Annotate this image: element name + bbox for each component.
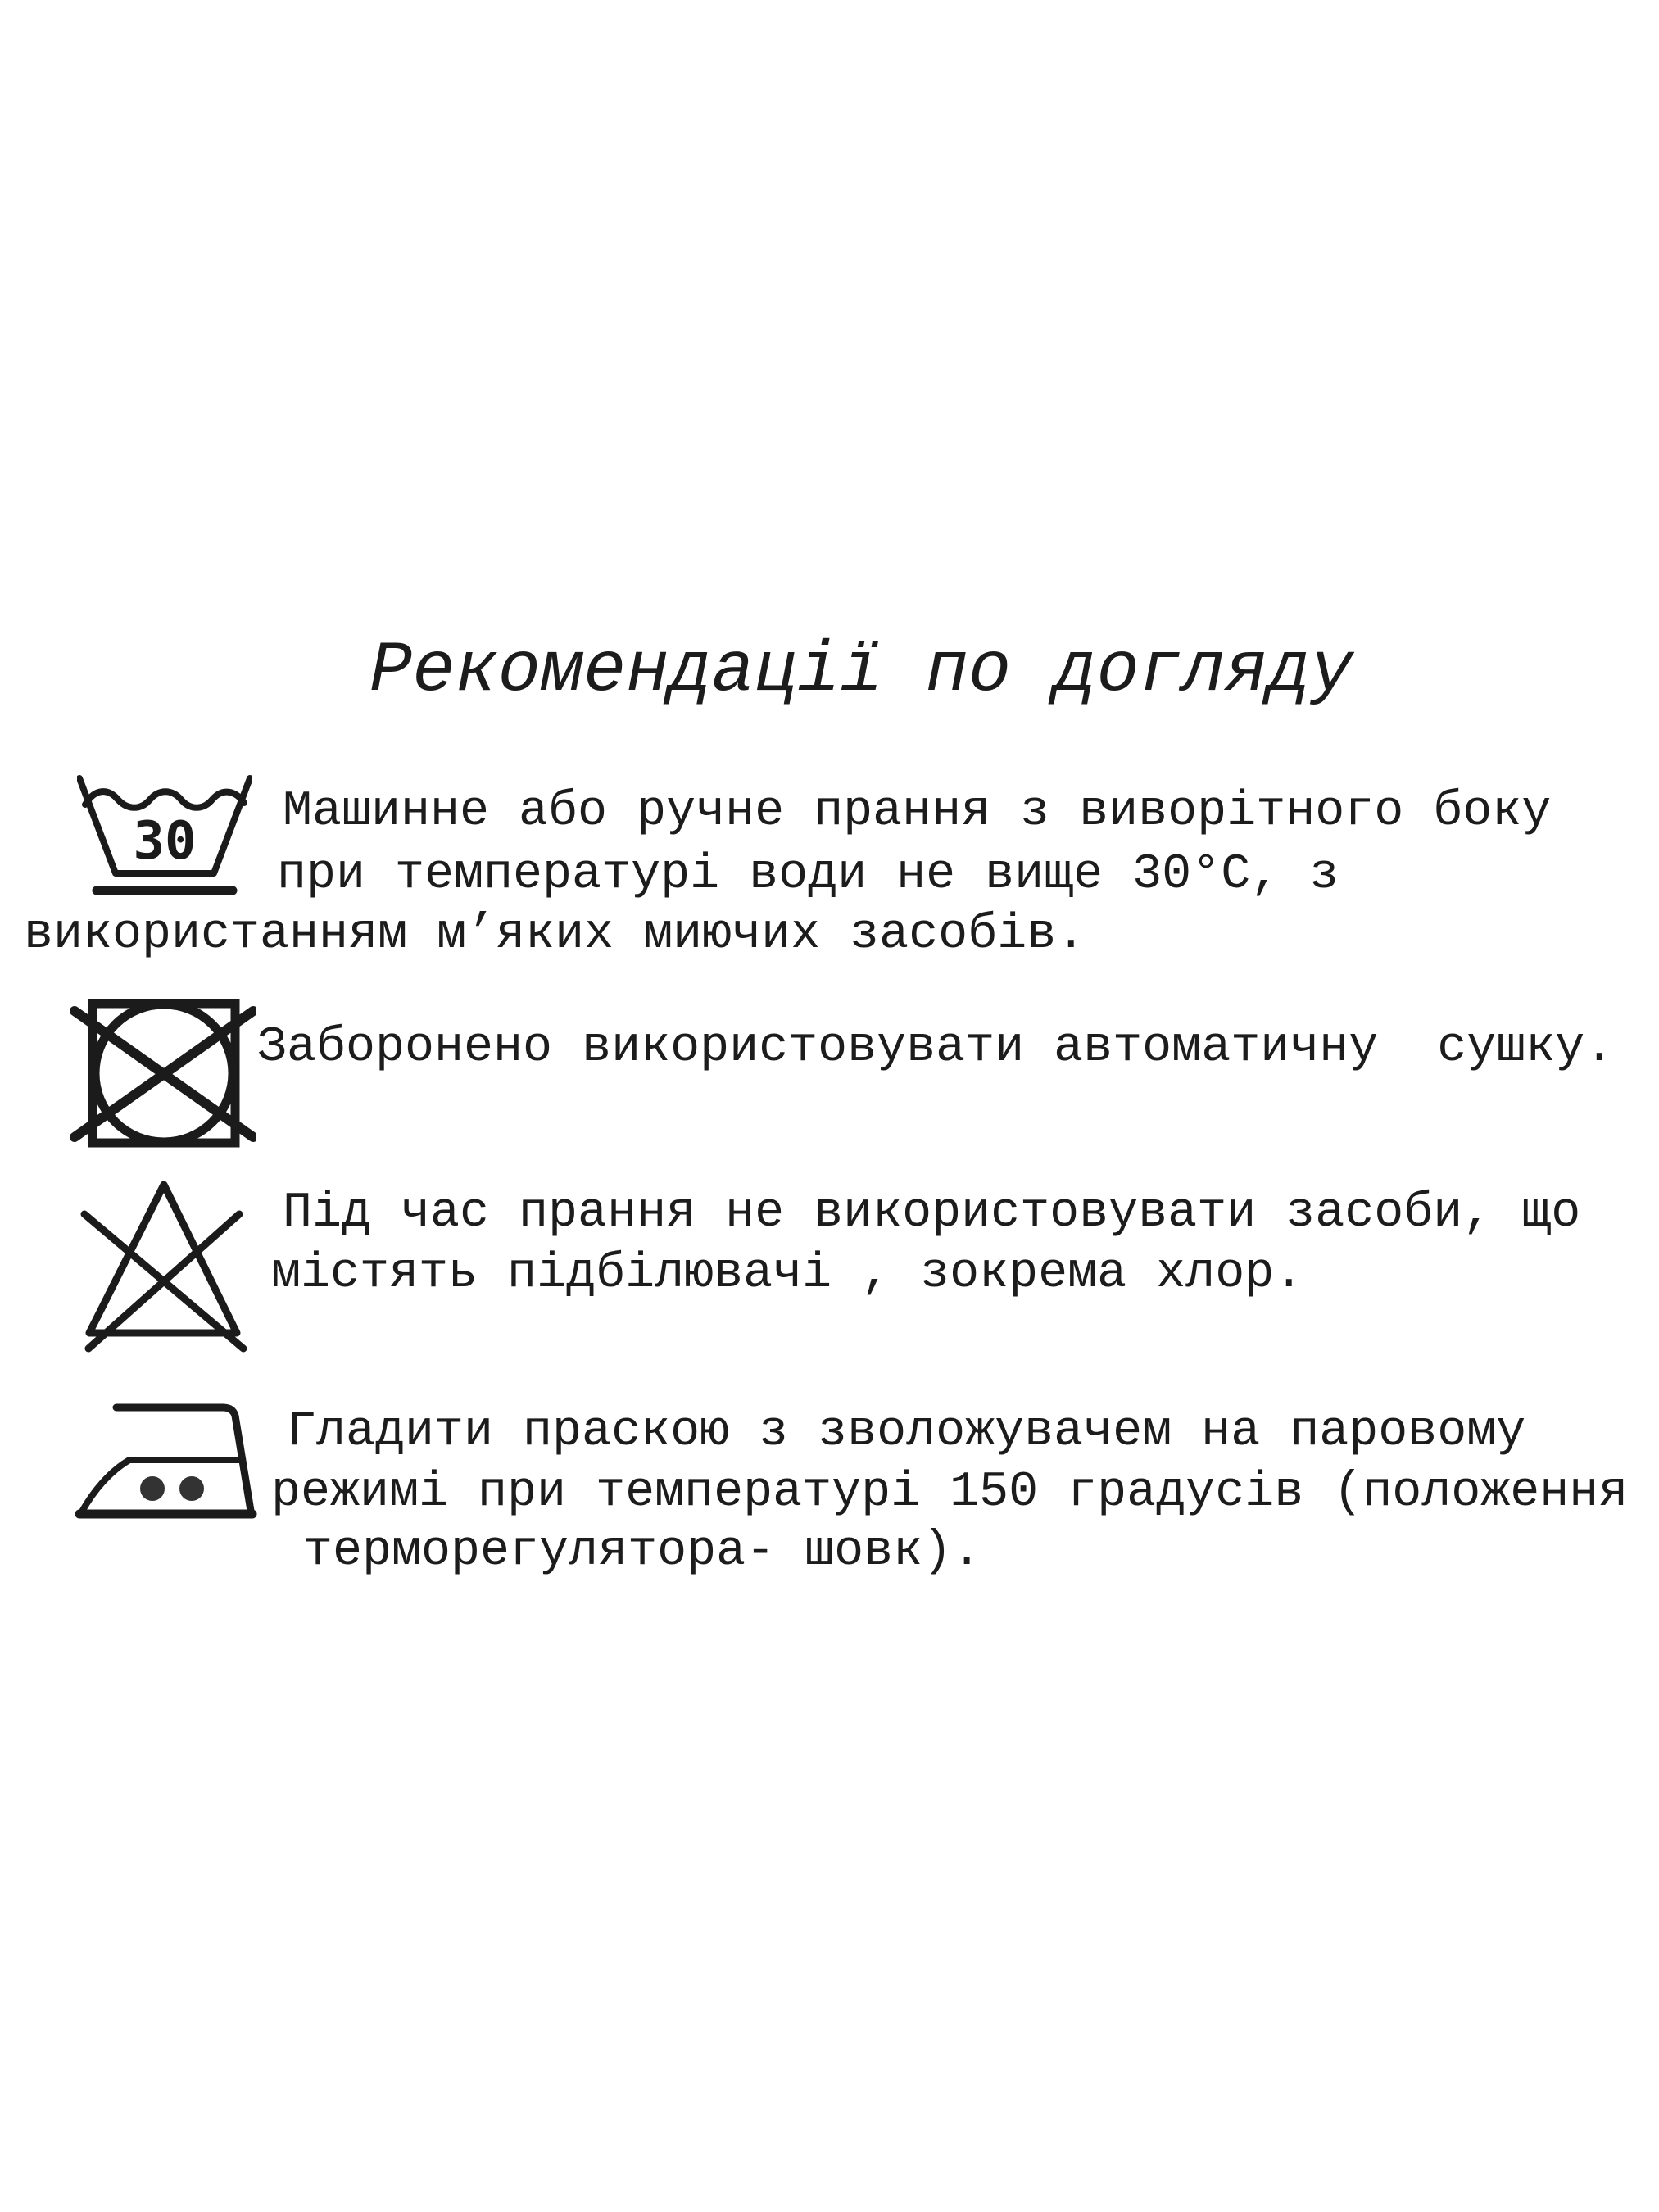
page-title: Рекомендації по догляду <box>369 632 1353 712</box>
no-bleach-icon <box>78 1178 252 1353</box>
care-text-line: Гладити праскою з зволожувачем на паровому <box>287 1404 1526 1460</box>
care-text-line: містять підбілювачі , зокрема хлор. <box>271 1246 1304 1302</box>
bleach-triangle <box>89 1185 237 1333</box>
care-text-line: Під час прання не використовувати засоби, що <box>283 1185 1581 1241</box>
iron-temperature-dot <box>140 1476 165 1501</box>
wash-temperature-label: 30 <box>133 811 197 872</box>
no-tumble-dry-icon <box>70 986 256 1149</box>
care-text-line: Машинне або ручне прання з виворітного боку <box>283 784 1552 840</box>
prohibition-cross <box>84 1214 243 1349</box>
care-text-line: режимі при температурі 150 градусів (положення <box>271 1465 1629 1521</box>
prohibition-cross <box>75 1011 253 1137</box>
wash-water-wave <box>85 791 244 808</box>
care-text-line: терморегулятора- шовк). <box>303 1524 982 1580</box>
iron-temperature-dot <box>179 1476 204 1501</box>
care-text-line: при температурі води не вище 30°C, з <box>277 847 1339 903</box>
wash-basin-30-gentle-icon <box>77 773 252 898</box>
care-text-line: Заборонено використовувати автоматичну сушку. <box>257 1020 1615 1076</box>
care-text-line: використанням м’яких миючих засобів. <box>24 907 1086 963</box>
iron-two-dots-icon <box>75 1396 257 1525</box>
